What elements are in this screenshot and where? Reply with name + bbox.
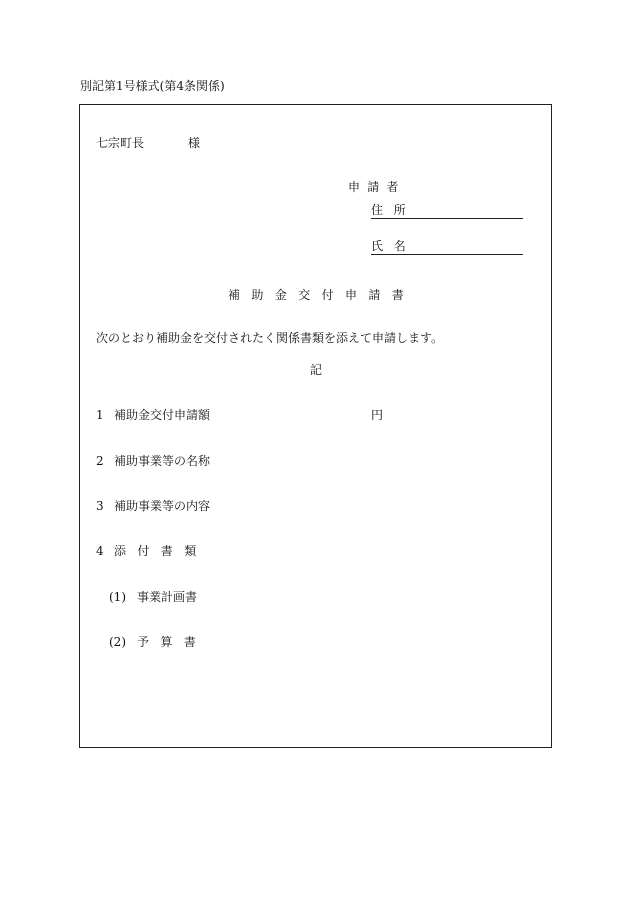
attachment-number: (2) [109, 635, 126, 649]
name-label: 氏名 [371, 239, 417, 253]
item-row [96, 500, 210, 512]
item-label: 添付書類 [114, 544, 208, 558]
item-label: 補助事業等の内容 [114, 499, 211, 513]
item-number: 1 [96, 408, 104, 422]
item-row [96, 409, 210, 421]
item-row [96, 545, 208, 557]
form-frame [79, 104, 552, 748]
item-number: 4 [96, 544, 104, 558]
amount-unit: 円 [371, 408, 384, 422]
addressee-honorific: 様 [188, 136, 201, 150]
item-number: 2 [96, 454, 104, 468]
document-title: 補助金交付申請書 [228, 288, 416, 302]
attachment-item [109, 636, 207, 648]
name-field[interactable] [371, 238, 523, 255]
address-label: 住所 [371, 203, 417, 217]
form-label: 別記第1号様式(第4条関係) [80, 79, 225, 93]
addressee: 七宗町長 [96, 136, 145, 150]
item-number: 3 [96, 499, 104, 513]
attachment-number: (1) [109, 590, 126, 604]
attachment-label: 予算書 [137, 635, 208, 649]
ki-heading: 記 [310, 363, 323, 377]
item-row [96, 455, 210, 467]
intro-text: 次のとおり補助金を交付されたく関係書類を添えて申請します。 [96, 331, 444, 345]
item-label: 補助金交付申請額 [114, 408, 211, 422]
applicant-heading: 申請者 [348, 180, 406, 194]
attachment-label: 事業計画書 [137, 590, 198, 604]
attachment-item [109, 591, 197, 603]
address-field[interactable] [371, 202, 523, 219]
item-label: 補助事業等の名称 [114, 454, 211, 468]
